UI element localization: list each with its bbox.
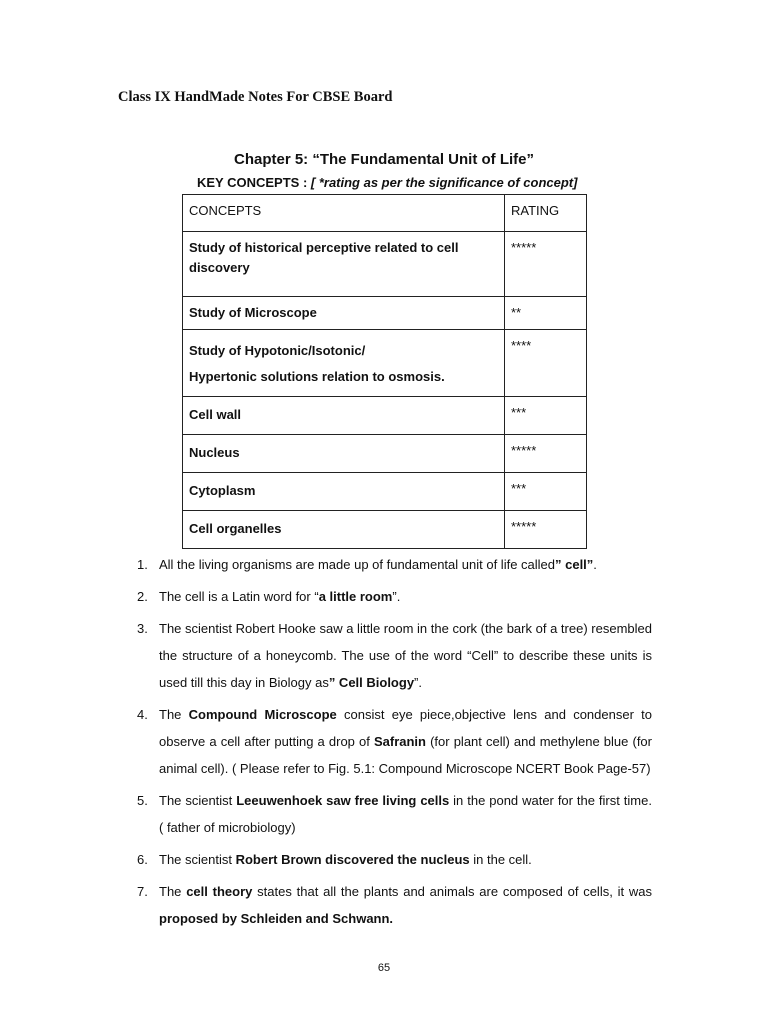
rating-cell: ***** <box>505 232 587 297</box>
concept-cell: Cell organelles <box>183 511 505 549</box>
rating-cell: ** <box>505 297 587 330</box>
item-text-1: The cell is a Latin word for “a little room”. <box>159 589 401 604</box>
concepts-table <box>182 194 587 549</box>
chapter-title: Chapter 5: “The Fundamental Unit of Life” <box>233 151 534 168</box>
concept-cell: Cell wall <box>183 397 505 435</box>
item-text-4: The scientist Leeuwenhoek saw free living cells in the pond water for the first time. ( father of microbiology) <box>159 793 652 835</box>
list-item <box>134 701 652 782</box>
table-row <box>183 297 587 330</box>
table-row <box>183 511 587 549</box>
item-text-0: All the living organisms are made up of fundamental unit of life called” cell”. <box>159 557 597 572</box>
table-header-row <box>183 195 587 232</box>
table-row <box>183 435 587 473</box>
item-number: 6. <box>137 852 148 867</box>
rating-note: [ *rating as per the significance of concept] <box>310 175 578 190</box>
rating-cell: **** <box>505 330 587 397</box>
concept-line: Study of Hypotonic/Isotonic/ <box>189 343 366 358</box>
item-number: 7. <box>137 884 148 899</box>
table-row <box>183 473 587 511</box>
list-item <box>134 878 652 932</box>
item-number: 5. <box>137 793 148 808</box>
item-number: 1. <box>137 557 148 572</box>
list-item <box>134 583 652 610</box>
item-text-6: The cell theory states that all the plants and animals are composed of cells, it was proposed by Schleiden and Schwann. <box>159 884 653 926</box>
rating-cell: *** <box>505 397 587 435</box>
item-text-5: The scientist Robert Brown discovered the nucleus in the cell. <box>159 852 532 867</box>
item-number: 4. <box>137 707 148 722</box>
item-number: 3. <box>137 621 148 636</box>
table-row <box>183 397 587 435</box>
column-header-concepts: CONCEPTS <box>183 195 505 232</box>
concept-cell: Nucleus <box>183 435 505 473</box>
list-item <box>134 846 652 873</box>
document-header: Class IX HandMade Notes For CBSE Board <box>118 89 393 105</box>
rating-cell: ***** <box>505 511 587 549</box>
table-row <box>183 232 587 297</box>
item-number: 2. <box>137 589 148 604</box>
key-points-list <box>134 551 652 937</box>
item-text-3: The Compound Microscope consist eye piece,objective lens and condenser to observe a cell after putting a drop of Safranin (for plant cell) and methylene blue (for animal cell). ( Please refer to Fig. 5.1: Compound Microscope NCERT Book Page-57) <box>159 707 652 776</box>
table-row <box>183 330 587 397</box>
concept-line: Hypertonic solutions relation to osmosis. <box>189 369 445 384</box>
list-item <box>134 615 652 696</box>
column-header-rating: RATING <box>505 195 587 232</box>
item-text-2: The scientist Robert Hooke saw a little room in the cork (the bark of a tree) resembled the structure of a honeycomb. The use of the word “Cell” to describe these units is used till this day in Biology as” Cell Biology”. <box>159 621 652 690</box>
rating-cell: *** <box>505 473 587 511</box>
concept-cell <box>183 330 505 397</box>
key-concepts-heading: KEY CONCEPTS : <box>197 175 311 190</box>
concept-cell: Study of historical perceptive related to cell discovery <box>183 232 505 297</box>
concept-cell: Cytoplasm <box>183 473 505 511</box>
list-item <box>134 551 652 578</box>
list-item <box>134 787 652 841</box>
page-number: 65 <box>377 962 391 974</box>
concept-cell: Study of Microscope <box>183 297 505 330</box>
rating-cell: ***** <box>505 435 587 473</box>
key-concepts-label <box>197 175 577 190</box>
